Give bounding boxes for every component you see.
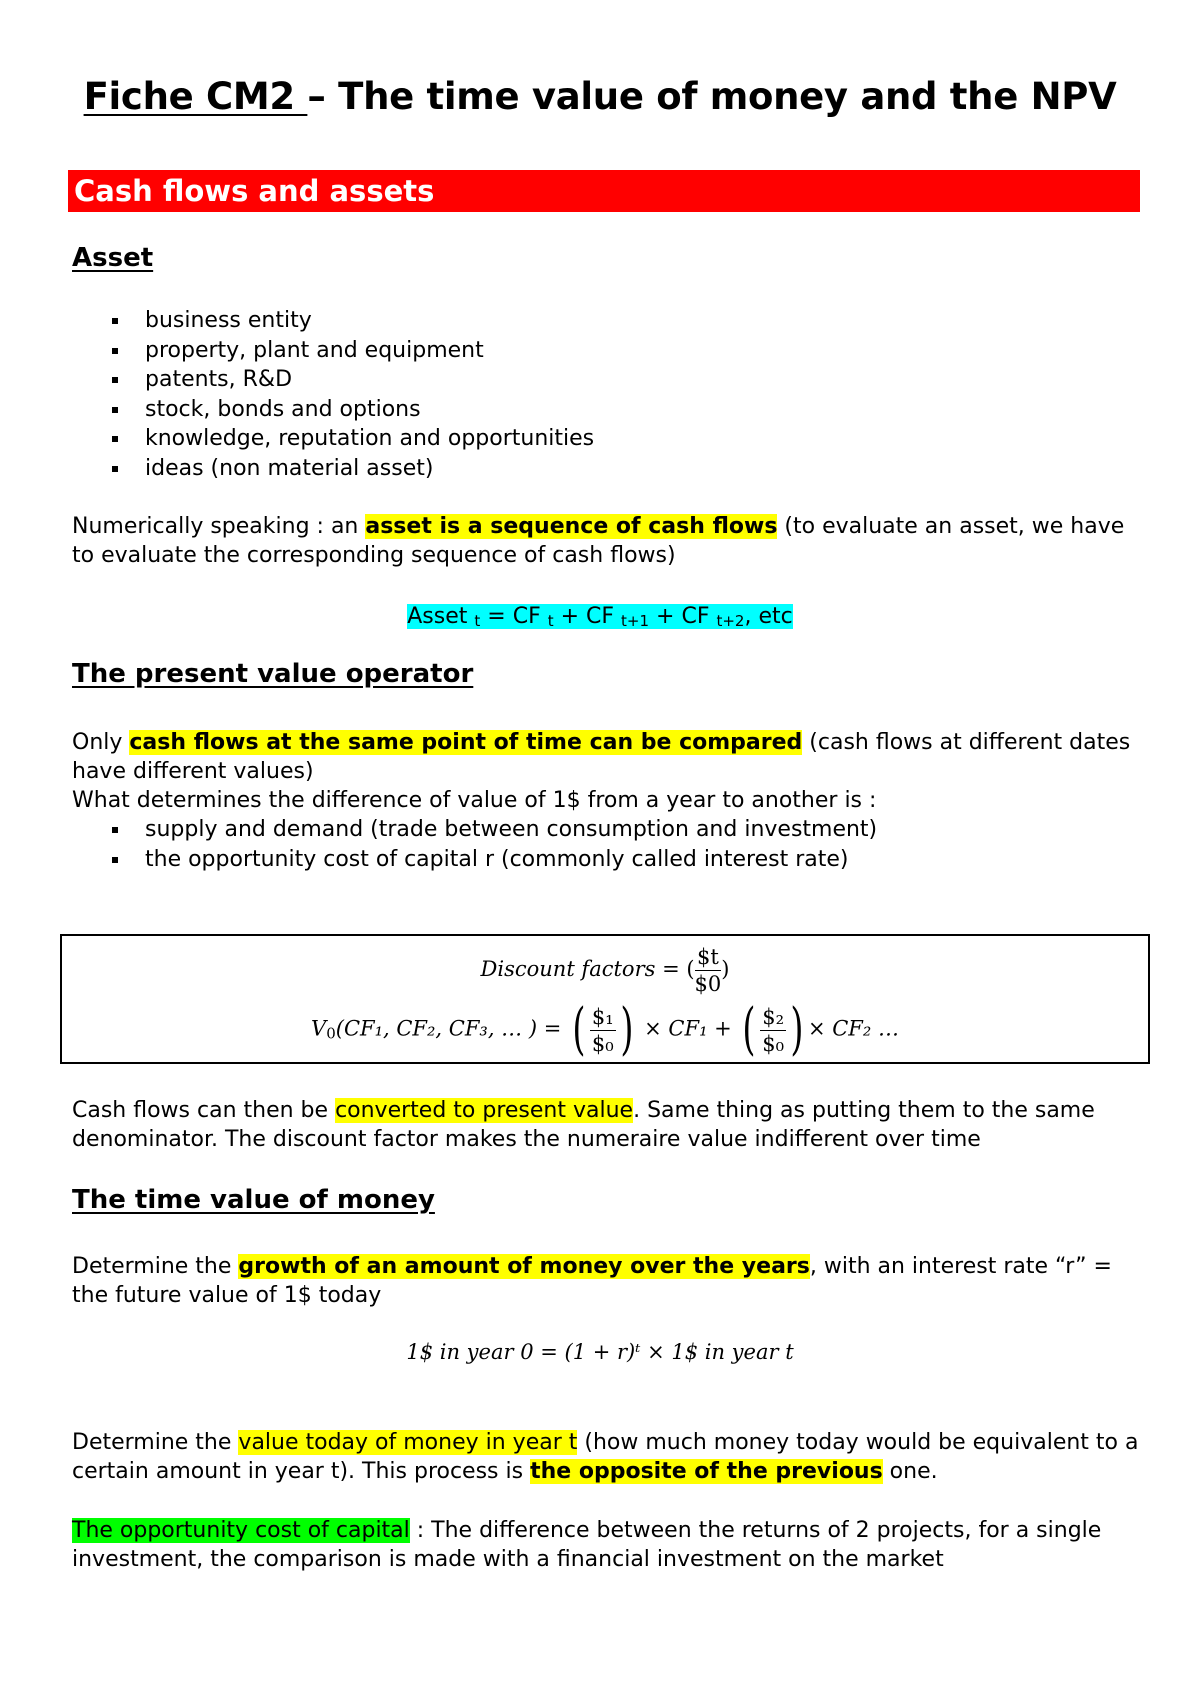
list-item: stock, bonds and options: [72, 395, 594, 425]
highlight-value-today: value today of money in year t: [238, 1430, 578, 1455]
asset-list: [72, 306, 594, 483]
heading-present-value-operator: The present value operator: [72, 659, 474, 689]
list-item: ideas (non material asset): [72, 454, 594, 484]
highlight-opportunity-cost: The opportunity cost of capital: [72, 1518, 410, 1543]
pv-formula: $V_0(CF_1$, CF₂, CF₃, … ) = ( $\frac{\text{\$₁}}{\text{\$₀}}$ ) × CF₁ + ( $\frac{\text{\$₂}}{\text{\$₀}}$ ) × CF₂ …: [311, 997, 899, 1062]
highlight-asset-sequence: asset is a sequence of cash flows: [365, 514, 778, 539]
asset-formula-highlight: Asset $_t$ = CF $_t$ + CF $_{t+1}$ + CF $_{t+2}$, etc: [407, 604, 793, 630]
list-item: knowledge, reputation and opportunities: [72, 424, 594, 454]
pv-paragraph-1: Only cash flows at the same point of time can be compared (cash flows at different dates have different values): [72, 730, 1131, 784]
future-value-formula: 1$ in year 0 = (1 + r)ᵗ × 1$ in year t: [406, 1340, 794, 1364]
discount-factors-formula: Discount factors = ( $\frac{\$t}{\$0}$ ): [480, 945, 730, 996]
pv-list: [72, 815, 877, 874]
section-header-cash-flows: Cash flows and assets: [68, 170, 1140, 212]
pv-paragraph-2: What determines the difference of value of 1$ from a year to another is :: [72, 788, 877, 813]
highlight-growth: growth of an amount of money over the years: [238, 1254, 810, 1279]
heading-time-value-of-money: The time value of money: [72, 1185, 435, 1215]
tvm-paragraph-3: The opportunity cost of capital : The difference between the returns of 2 projects, for a single investment, the comparison is made with a financial investment on the market: [72, 1518, 1102, 1572]
formula-box: [60, 934, 1150, 1064]
list-item: patents, R&D: [72, 365, 594, 395]
heading-asset: Asset: [72, 243, 154, 273]
list-item: business entity: [72, 306, 594, 336]
highlight-opposite: the opposite of the previous: [530, 1459, 883, 1484]
asset-formula: [0, 602, 1200, 631]
title-text: – The time value of money and the NPV: [307, 75, 1117, 118]
tvm-paragraph-1: Determine the growth of an amount of money over the years, with an interest rate “r” = the future value of 1$ today: [72, 1254, 1112, 1308]
page-title: [0, 74, 1200, 120]
title-code: Fiche CM2: [83, 75, 308, 118]
cash-flows-paragraph: Cash flows can then be converted to present value. Same thing as putting them to the same denominator. The discount factor makes the numeraire value indifferent over time: [72, 1098, 1095, 1152]
list-item: the opportunity cost of capital r (commonly called interest rate): [72, 845, 877, 875]
highlight-converted: converted to present value: [335, 1098, 634, 1123]
list-item: property, plant and equipment: [72, 336, 594, 366]
highlight-same-point: cash flows at the same point of time can be compared: [129, 730, 803, 755]
list-item: supply and demand (trade between consumption and investment): [72, 815, 877, 845]
numerically-paragraph: Numerically speaking : an asset is a sequence of cash flows (to evaluate an asset, we have to evaluate the corresponding sequence of cash flows): [72, 514, 1125, 568]
tvm-paragraph-2: Determine the value today of money in year t (how much money today would be equivalent to a certain amount in year t). This process is the opposite of the previous one.: [72, 1430, 1139, 1484]
